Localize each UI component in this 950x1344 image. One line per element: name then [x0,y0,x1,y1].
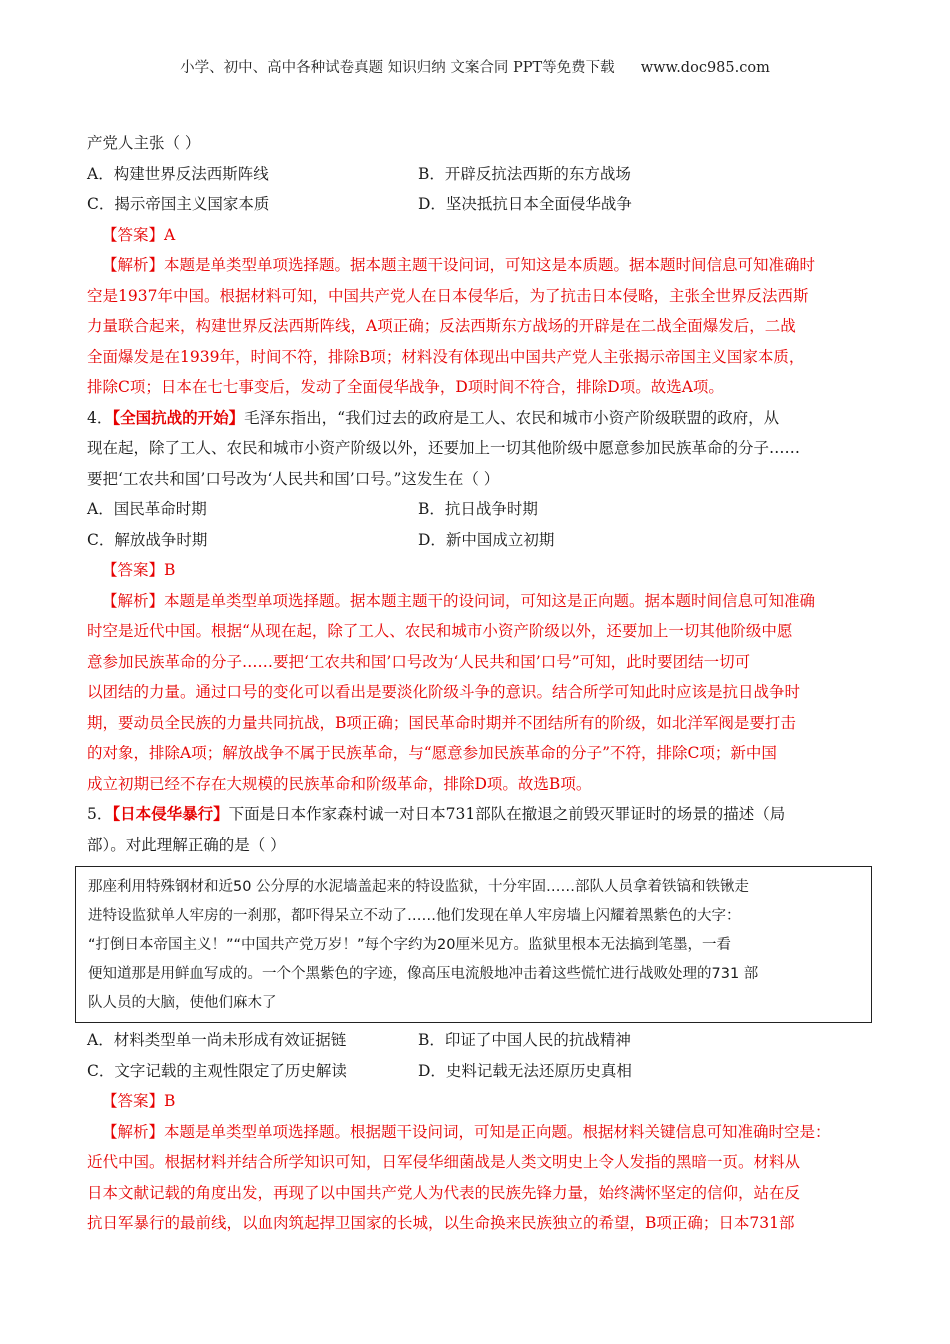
q5-analysis-line-2: 近代中国。根据材料并结合所学知识可知，日军侵华细菌战是人类文明史上令人发指的黑暗一页。材料从 [87,1153,801,1171]
q5-option-d: D．史料记载无法还原历史真相 [418,1061,632,1080]
q4-analysis-tag: 【解析】 [102,591,165,610]
q5-options-row-2 [87,1056,877,1087]
q5-option-a: A．材料类型单一尚未形成有效证据链 [87,1031,347,1049]
q5-analysis-line-1 [87,1117,877,1148]
q4-options-row-2 [87,525,877,556]
q3-options-row-2 [87,189,877,220]
q4-option-c: C．解放战争时期 [87,530,208,549]
q4-stem-text: 毛泽东指出，“我们过去的政府是工人、农民和城市小资产阶级联盟的政府，从 [244,408,780,427]
q3-option-b: B．开辟反抗法西斯的东方战场 [418,164,631,183]
q4-stem-line-1 [87,403,877,434]
q4-option-b: B．抗日战争时期 [418,500,538,518]
q4-analysis-line-3: 意参加民族革命的分子……要把‘工农共和国’口号改为‘人民共和国’口号”可知，此时要团结一切可 [87,652,751,671]
q5-analysis-line-3: 日本文献记载的角度出发，再现了以中国共产党人为代表的民族先锋力量，始终满怀坚定的信仰，站在反 [87,1183,801,1202]
q3-analysis-text: 本题是单类型单项选择题。据本题主题干设问词，可知这是本质题。据本题时间信息可知准确时 [164,256,816,274]
q5-material-line-2: 进特设监狱单人牢房的一刹那，都吓得呆立不动了……他们发现在单人牢房墙上闪耀着黑紫色的大字： [88,908,741,924]
q3-analysis-line-2: 空是1937年中国。根据材料可知，中国共产党人在日本侵华后，为了抗击日本侵略，主张全世界反法西斯 [87,286,809,305]
q5-stem-text: 下面是日本作家森村诚一对日本731部队在撤退之前毁灭罪证时的场景的描述（局 [228,805,786,823]
q5-material-line-4: 便知道那是用鲜血写成的。一个个黑紫色的字迹，像高压电流般地冲击着这些慌忙进行战败处理的731 部 [88,966,759,982]
q4-answer: 【答案】B [102,561,176,579]
q4-analysis-line-5: 期，要动员全民族的力量共同抗战，B项正确；国民革命时期并不团结所有的阶级，如北洋军阀是要打击 [87,713,796,732]
document-body [87,128,877,1239]
q3-analysis-line-1 [87,250,877,281]
q5-number: 5． [87,805,113,823]
q4-analysis-line-2: 时空是近代中国。根据“从现在起，除了工人、农民和城市小资产阶级以外，还要加上一切其他阶级中愿 [87,622,793,640]
q3-analysis-line-3: 力量联合起来，构建世界反法西斯阵线，A项正确；反法西斯东方战场的开辟是在二战全面爆发后，二战 [87,317,796,335]
q4-stem-line-2: 现在起，除了工人、农民和城市小资产阶级以外，还要加上一切其他阶级中愿意参加民族革命的分子…… [87,439,801,457]
q5-analysis-line-4: 抗日军暴行的最前线，以血肉筑起捍卫国家的长城，以生命换来民族独立的希望，B项正确；日本731部 [87,1214,795,1232]
q4-option-a: A．国民革命时期 [87,500,207,518]
q5-topic-tag: 【日本侵华暴行】 [112,804,229,823]
q4-analysis-line-7: 成立初期已经不存在大规模的民族革命和阶级革命，排除D项。故选B项。 [87,774,592,793]
q3-option-c: C．揭示帝国主义国家本质 [87,195,270,213]
q5-analysis-tag: 【解析】 [102,1122,165,1141]
q3-analysis-line-4: 全面爆发是在1939年，时间不符，排除B项；材料没有体现出中国共产党人主张揭示帝国主义国家本质， [87,347,805,366]
q4-option-d: D．新中国成立初期 [418,530,555,549]
q3-stem-tail: 产党人主张（ ） [87,134,201,152]
q3-answer: 【答案】A [102,225,176,244]
q3-options-row-1 [87,159,877,190]
q5-analysis-text: 本题是单类型单项选择题。根据题干设问词，可知是正向题。根据材料关键信息可知准确时空是： [164,1122,831,1141]
q4-options-row-1 [87,494,877,525]
q4-analysis-line-4: 以团结的力量。通过口号的变化可以看出是要淡化阶级斗争的意识。结合所学可知此时应该是抗日战争时 [87,683,801,701]
q3-option-a: A．构建世界反法西斯阵线 [87,164,269,183]
page-header [0,56,950,77]
q3-option-d: D．坚决抵抗日本全面侵华战争 [418,195,632,213]
q5-answer: 【答案】B [102,1092,176,1110]
q5-material-line-1: 那座利用特殊钢材和近50 公分厚的水泥墙盖起来的特设监狱，十分牢固……部队人员拿着铁镐和铁锹走 [88,879,750,895]
q4-number: 4． [87,408,113,427]
q4-analysis-line-1 [87,586,877,617]
q4-analysis-line-6: 的对象，排除A项；解放战争不属于民族革命，与“愿意参加民族革命的分子”不符，排除C项；新中国 [87,744,777,762]
q3-analysis-tag: 【解析】 [102,256,165,274]
header-title: 小学、初中、高中各种试卷真题 知识归纳 文案合同 PPT等免费下载 [180,60,615,76]
q5-material-box [75,866,872,1023]
q3-analysis-line-5: 排除C项；日本在七七事变后，发动了全面侵华战争，D项时间不符合，排除D项。故选A项。 [87,378,724,396]
q5-options-row-1 [87,1025,877,1056]
q5-option-b: B．印证了中国人民的抗战精神 [418,1031,631,1049]
q4-stem-line-3: 要把‘工农共和国’口号改为‘人民共和国’口号。”这发生在（ ） [87,469,500,488]
q5-option-c: C．文字记载的主观性限定了历史解读 [87,1061,347,1080]
q4-analysis-text: 本题是单类型单项选择题。据本题主题干的设问词，可知这是正向题。据本题时间信息可知准确 [164,591,816,610]
q5-stem-line-1 [87,799,877,830]
q5-stem-line-2: 部）。对此理解正确的是（ ） [87,835,286,854]
q5-material-line-5: 队人员的大脑，使他们麻木了 [88,995,277,1011]
header-site-url[interactable]: www.doc985.com [640,60,770,76]
q4-topic-tag: 【全国抗战的开始】 [112,407,245,427]
q5-material-line-3: “打倒日本帝国主义！”“中国共产党万岁！”每个字约为20厘米见方。监狱里根本无法搞到笔墨，一看 [88,937,731,953]
